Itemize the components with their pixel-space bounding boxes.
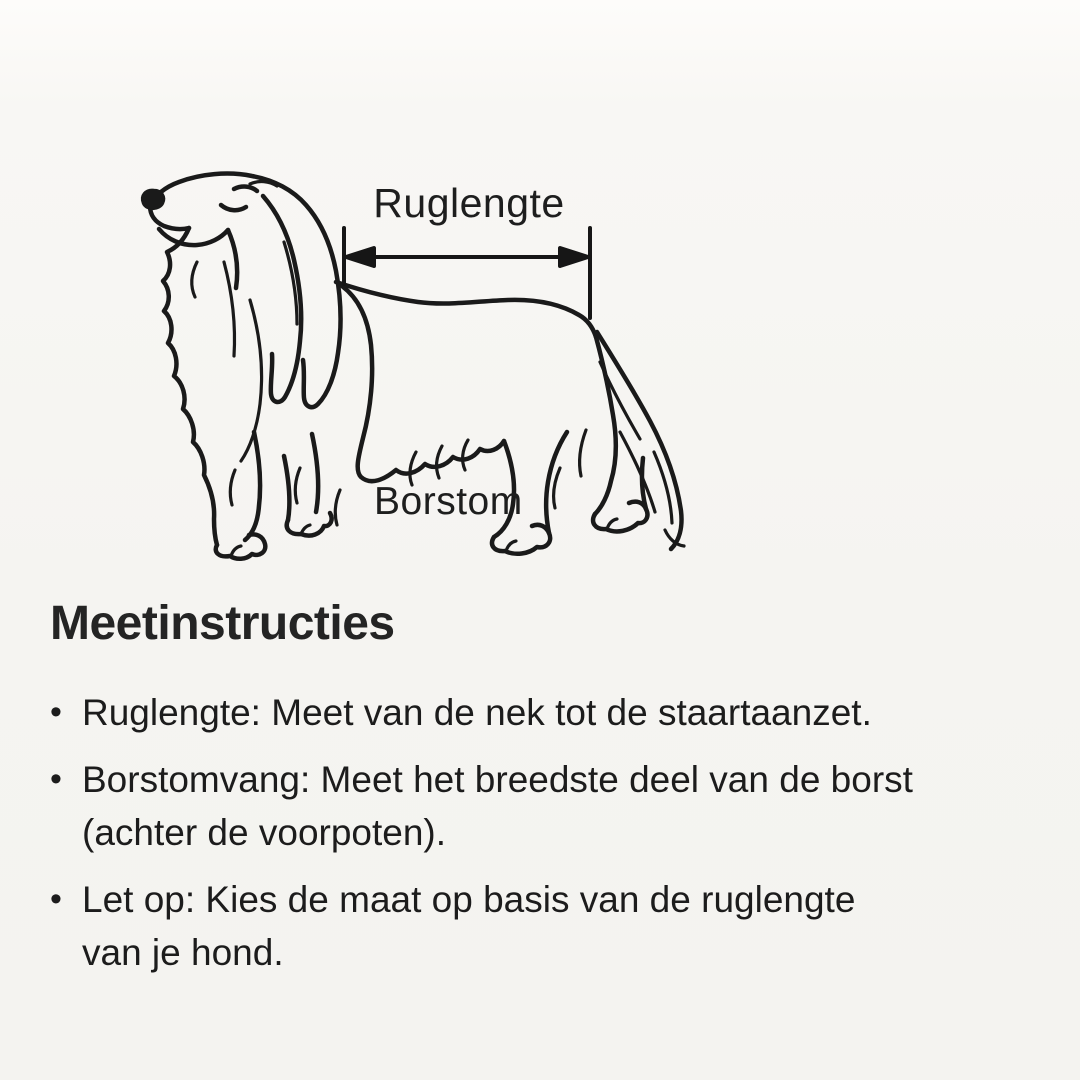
instruction-item-letop bbox=[50, 873, 1015, 979]
arrowhead-left-icon bbox=[346, 248, 374, 266]
bullet-dot-icon: • bbox=[50, 760, 62, 798]
instruction-item-ruglengte bbox=[50, 686, 1015, 739]
bullet-dot-icon: • bbox=[50, 693, 62, 731]
dog-eye bbox=[221, 205, 246, 210]
dog-back-line bbox=[336, 282, 596, 337]
arrowhead-right-icon bbox=[560, 248, 588, 266]
dog-front-leg-far-back bbox=[284, 456, 289, 520]
instruction-list bbox=[50, 686, 1015, 993]
section-title: Meetinstructies bbox=[50, 597, 395, 650]
borstom-label: Borstom bbox=[374, 480, 523, 523]
instruction-text: Let op: Kies de maat op basis van de ruglengte van je hond. bbox=[82, 879, 856, 973]
dog-hind-leg-far bbox=[595, 337, 616, 514]
dog-brow bbox=[234, 187, 257, 191]
dog-nose bbox=[143, 191, 163, 208]
dog-chest-band bbox=[342, 286, 504, 481]
dog-mouth bbox=[159, 229, 228, 245]
dog-front-leg-far bbox=[312, 434, 318, 512]
dog-tail-outline bbox=[597, 332, 682, 549]
instruction-text: Borstomvang: Meet het breedste deel van de borst (achter de voorpoten). bbox=[82, 759, 913, 853]
instruction-item-borstomvang bbox=[50, 753, 1015, 859]
bullet-dot-icon: • bbox=[50, 880, 62, 918]
ruglengte-label: Ruglengte bbox=[373, 180, 565, 226]
dog-chest-fur-outline bbox=[163, 228, 217, 545]
instruction-text: Ruglengte: Meet van de nek tot de staartaanzet. bbox=[82, 692, 872, 733]
